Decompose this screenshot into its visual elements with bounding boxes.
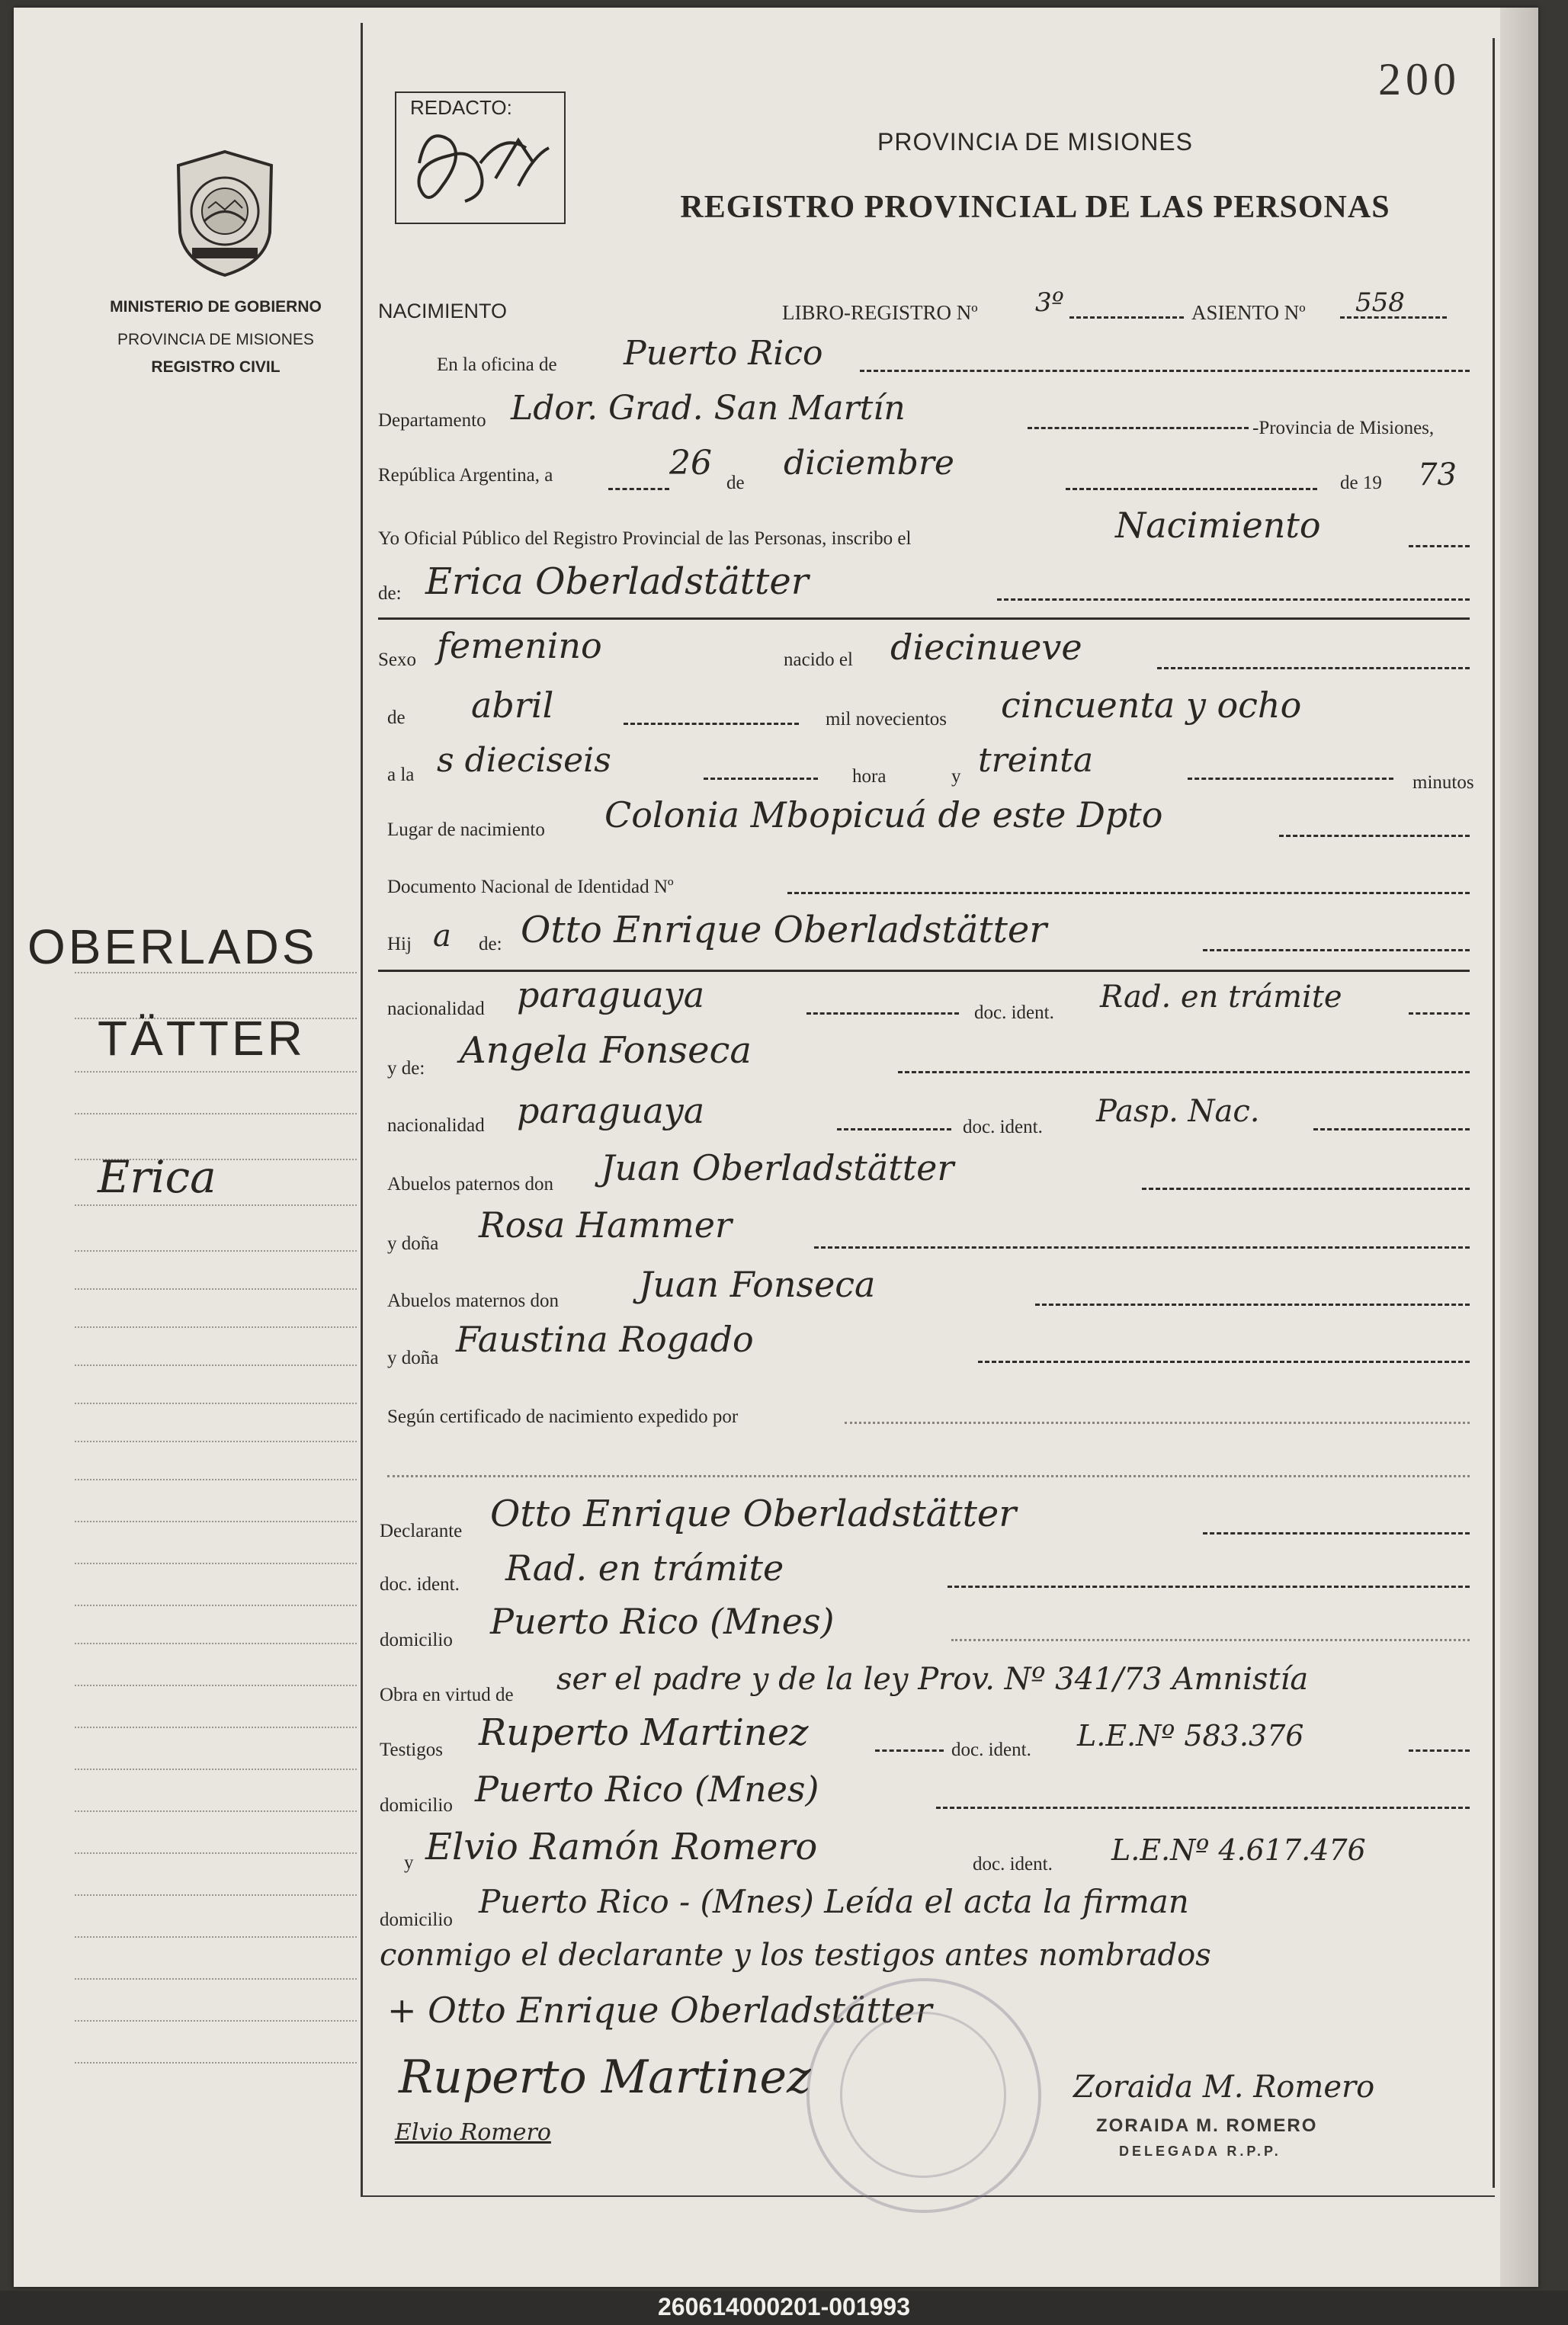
- fill-line: [1340, 316, 1447, 319]
- oficina-label: En la oficina de: [437, 354, 557, 375]
- departamento-value: Ldor. Grad. San Martín: [511, 389, 906, 428]
- de-colon-label: de:: [378, 583, 402, 604]
- decl-dom-label: domicilio: [380, 1630, 453, 1650]
- cierre-value: conmigo el declarante y los testigos antes nombrados: [380, 1938, 1211, 1973]
- section-rule: [378, 617, 1470, 620]
- fill-line: [1279, 835, 1470, 837]
- y-de-label: y de:: [387, 1058, 425, 1079]
- declarante-value: Otto Enrique Oberladstätter: [490, 1493, 1017, 1535]
- side-given-name: Erica: [98, 1151, 216, 1203]
- sidebar-line: [75, 1441, 357, 1442]
- fill-line: [845, 1422, 1470, 1424]
- province-name: PROVINCIA DE MISIONES: [117, 331, 314, 348]
- testigos-label: Testigos: [380, 1740, 443, 1760]
- sidebar-line: [75, 1852, 357, 1854]
- fill-line: [1035, 1304, 1470, 1306]
- redacto-box: [395, 91, 566, 224]
- sexo-value: femenino: [437, 625, 602, 666]
- minutos-label: minutos: [1412, 772, 1474, 793]
- page-edge-shadow: [1500, 8, 1538, 2287]
- decl-doc-value: Rad. en trámite: [505, 1547, 784, 1589]
- nombre-value: Erica Oberladstätter: [425, 560, 809, 603]
- sidebar-line: [75, 1521, 357, 1522]
- testigo1-dom-label: domicilio: [380, 1795, 453, 1816]
- hij-label: Hij: [387, 934, 412, 954]
- lugar-label: Lugar de nacimiento: [387, 819, 545, 840]
- fill-line: [787, 892, 1470, 894]
- hora-value: s dieciseis: [437, 741, 611, 780]
- sello-cargo: DELEGADA R.P.P.: [1119, 2144, 1281, 2159]
- testigo1-value: Ruperto Martinez: [479, 1711, 809, 1754]
- oficina-value: Puerto Rico: [624, 334, 823, 373]
- padre-nac-label: nacionalidad: [387, 999, 485, 1019]
- inscribe-value: Nacimiento: [1115, 505, 1321, 546]
- hij-suffix: a: [433, 919, 451, 954]
- official-stamp: [806, 1978, 1041, 2213]
- abuela-pat-label: y doña: [387, 1233, 439, 1254]
- madre-nac-label: nacionalidad: [387, 1115, 485, 1136]
- abuela-mat-label: y doña: [387, 1348, 439, 1368]
- documento-label: Documento Nacional de Identidad Nº: [387, 877, 674, 897]
- testigo2-dom-value: Puerto Rico - (Mnes) Leída el acta la firman: [479, 1883, 1189, 1920]
- a-la-label: a la: [387, 765, 415, 785]
- padre-nac-value: paraguaya: [517, 974, 705, 1015]
- sidebar-line: [75, 1978, 357, 1980]
- madre-value: Angela Fonseca: [460, 1029, 752, 1072]
- minutos-value: treinta: [978, 741, 1094, 780]
- fill-line: [898, 1071, 1470, 1073]
- sidebar-line: [75, 2020, 357, 2022]
- province-heading: PROVINCIA DE MISIONES: [877, 128, 1193, 156]
- fill-line: [704, 778, 818, 780]
- sidebar-line: [75, 2062, 357, 2064]
- fill-line: [936, 1807, 1470, 1809]
- fill-line: [1066, 488, 1317, 490]
- y-label: y: [951, 766, 961, 787]
- fill-line: [1203, 1532, 1470, 1534]
- fill-line: [997, 598, 1470, 601]
- abuelos-pat-label: Abuelos paternos don: [387, 1174, 554, 1195]
- de19-label: de 19: [1340, 473, 1382, 493]
- mil-label: mil novecientos: [826, 709, 947, 730]
- fecha-mes: diciembre: [784, 444, 954, 483]
- sidebar-line: [75, 1605, 357, 1606]
- sidebar-line: [75, 1479, 357, 1480]
- departamento-label: Departamento: [378, 410, 486, 431]
- sidebar-line: [75, 1113, 357, 1114]
- fill-line: [1203, 949, 1470, 951]
- fill-line: [1188, 778, 1393, 780]
- ministry-name: MINISTERIO DE GOBIERNO: [110, 298, 322, 316]
- sello-nombre: ZORAIDA M. ROMERO: [1096, 2115, 1318, 2136]
- fill-line: [1409, 1749, 1470, 1752]
- sexo-label: Sexo: [378, 649, 416, 670]
- sidebar-line: [75, 1071, 357, 1073]
- fill-line: [1142, 1188, 1470, 1190]
- act-type-label: NACIMIENTO: [378, 300, 508, 322]
- fill-line: [1409, 1012, 1470, 1015]
- fill-line: [1157, 667, 1470, 669]
- testigo2-doc-label: doc. ident.: [973, 1854, 1053, 1874]
- decl-doc-label: doc. ident.: [380, 1574, 460, 1595]
- firma-delegada: Zoraida M. Romero: [1073, 2070, 1375, 2105]
- sidebar-line: [75, 1326, 357, 1328]
- testigo1-doc-label: doc. ident.: [951, 1740, 1031, 1760]
- fill-line: [1028, 427, 1249, 429]
- fecha-anio: 73: [1418, 457, 1457, 492]
- madre-doc-value: Pasp. Nac.: [1096, 1094, 1260, 1129]
- hij-de-label: de:: [479, 934, 502, 954]
- fill-line: [948, 1586, 1470, 1588]
- fill-line: [860, 370, 1470, 372]
- asiento-label: ASIENTO Nº: [1191, 301, 1306, 324]
- testigo1-dom-value: Puerto Rico (Mnes): [475, 1769, 819, 1810]
- fill-line: [814, 1246, 1470, 1249]
- libro-label: LIBRO-REGISTRO Nº: [782, 301, 978, 324]
- sidebar-line: [75, 1769, 357, 1770]
- sidebar-line: [75, 1563, 357, 1564]
- segun-label: Según certificado de nacimiento expedido por: [387, 1406, 739, 1427]
- sidebar-line: [75, 1365, 357, 1366]
- sidebar-line: [75, 1403, 357, 1404]
- nacido-mes: abril: [471, 685, 554, 726]
- sidebar-line: [75, 1250, 357, 1252]
- testigo1-doc-value: L.E.Nº 583.376: [1077, 1719, 1304, 1753]
- sidebar-line: [75, 1810, 357, 1812]
- fill-line: [387, 1475, 1470, 1477]
- sidebar-line: [75, 1643, 357, 1644]
- fill-line: [1313, 1128, 1470, 1130]
- side-surname-2: TÄTTER: [98, 1011, 306, 1066]
- testigo2-doc-value: L.E.Nº 4.617.476: [1111, 1833, 1366, 1867]
- abuelo-pat-value: Juan Oberladstätter: [601, 1147, 954, 1188]
- padre-value: Otto Enrique Oberladstätter: [521, 909, 1047, 951]
- libro-value: 3º: [1035, 287, 1064, 318]
- madre-nac-value: paraguaya: [517, 1090, 705, 1131]
- declarante-label: Declarante: [380, 1521, 463, 1541]
- abuelo-mat-value: Juan Fonseca: [639, 1264, 876, 1305]
- fill-line: [837, 1128, 951, 1130]
- provincia-label: -Provincia de Misiones,: [1252, 418, 1435, 438]
- sidebar-line: [75, 1894, 357, 1896]
- madre-doc-label: doc. ident.: [963, 1117, 1043, 1137]
- sidebar-line: [75, 1204, 357, 1206]
- redacto-initials: [404, 117, 556, 216]
- sidebar-line: [75, 1727, 357, 1728]
- fill-line: [1069, 316, 1184, 319]
- registry-title: REGISTRO PROVINCIAL DE LAS PERSONAS: [680, 190, 1390, 225]
- firma-declarante: + Otto Enrique Oberladstätter: [387, 1990, 932, 2031]
- document-page: [14, 8, 1538, 2287]
- abuela-mat-value: Faustina Rogado: [456, 1319, 754, 1360]
- page-number: 200: [1378, 54, 1461, 104]
- side-surname-1: OBERLADS: [27, 919, 318, 974]
- registry-name: REGISTRO CIVIL: [151, 358, 281, 376]
- section-rule: [378, 970, 1470, 972]
- right-rule: [1493, 38, 1495, 2188]
- nacido-label: nacido el: [784, 649, 853, 670]
- testigo2-y-label: y: [404, 1852, 414, 1873]
- redacto-label: REDACTO:: [410, 96, 512, 119]
- fill-line: [1409, 545, 1470, 547]
- de2-label: de: [387, 707, 406, 728]
- abuelos-mat-label: Abuelos maternos don: [387, 1291, 559, 1311]
- de-label: de: [726, 473, 745, 493]
- nacido-anio: cincuenta y ocho: [1001, 685, 1302, 726]
- fill-line: [806, 1012, 959, 1015]
- obra-label: Obra en virtud de: [380, 1685, 514, 1705]
- hora-label: hora: [852, 766, 887, 787]
- province-emblem: [174, 149, 277, 278]
- decl-dom-value: Puerto Rico (Mnes): [490, 1601, 835, 1642]
- fill-line: [624, 723, 799, 725]
- sidebar-line: [75, 1936, 357, 1938]
- fill-line: [951, 1639, 1470, 1641]
- document-id: 260614000201-001993: [658, 2293, 910, 2320]
- fill-line: [875, 1749, 944, 1752]
- firma-testigo-2: Elvio Romero: [395, 2119, 551, 2146]
- fill-line: [978, 1361, 1470, 1363]
- obra-value: ser el padre y de la ley Prov. Nº 341/73 Amnistía: [556, 1662, 1309, 1697]
- nacido-dia: diecinueve: [890, 627, 1082, 668]
- firma-testigo-1: Ruperto Martinez: [399, 2051, 811, 2104]
- lugar-value: Colonia Mbopicuá de este Dpto: [604, 794, 1163, 835]
- sidebar-line: [75, 1288, 357, 1290]
- testigo2-value: Elvio Ramón Romero: [425, 1826, 818, 1868]
- fill-line: [608, 488, 669, 490]
- abuela-pat-value: Rosa Hammer: [479, 1204, 732, 1246]
- asiento-value: 558: [1355, 287, 1405, 318]
- yo-oficial-label: Yo Oficial Público del Registro Provincial de las Personas, inscribo el: [378, 528, 912, 549]
- fecha-dia: 26: [669, 444, 712, 483]
- padre-doc-value: Rad. en trámite: [1100, 980, 1342, 1015]
- padre-doc-label: doc. ident.: [974, 1002, 1054, 1023]
- testigo2-dom-label: domicilio: [380, 1910, 453, 1930]
- republica-label: República Argentina, a: [378, 465, 553, 486]
- stamp-inner-ring: [840, 2012, 1006, 2178]
- sidebar-line: [75, 1685, 357, 1686]
